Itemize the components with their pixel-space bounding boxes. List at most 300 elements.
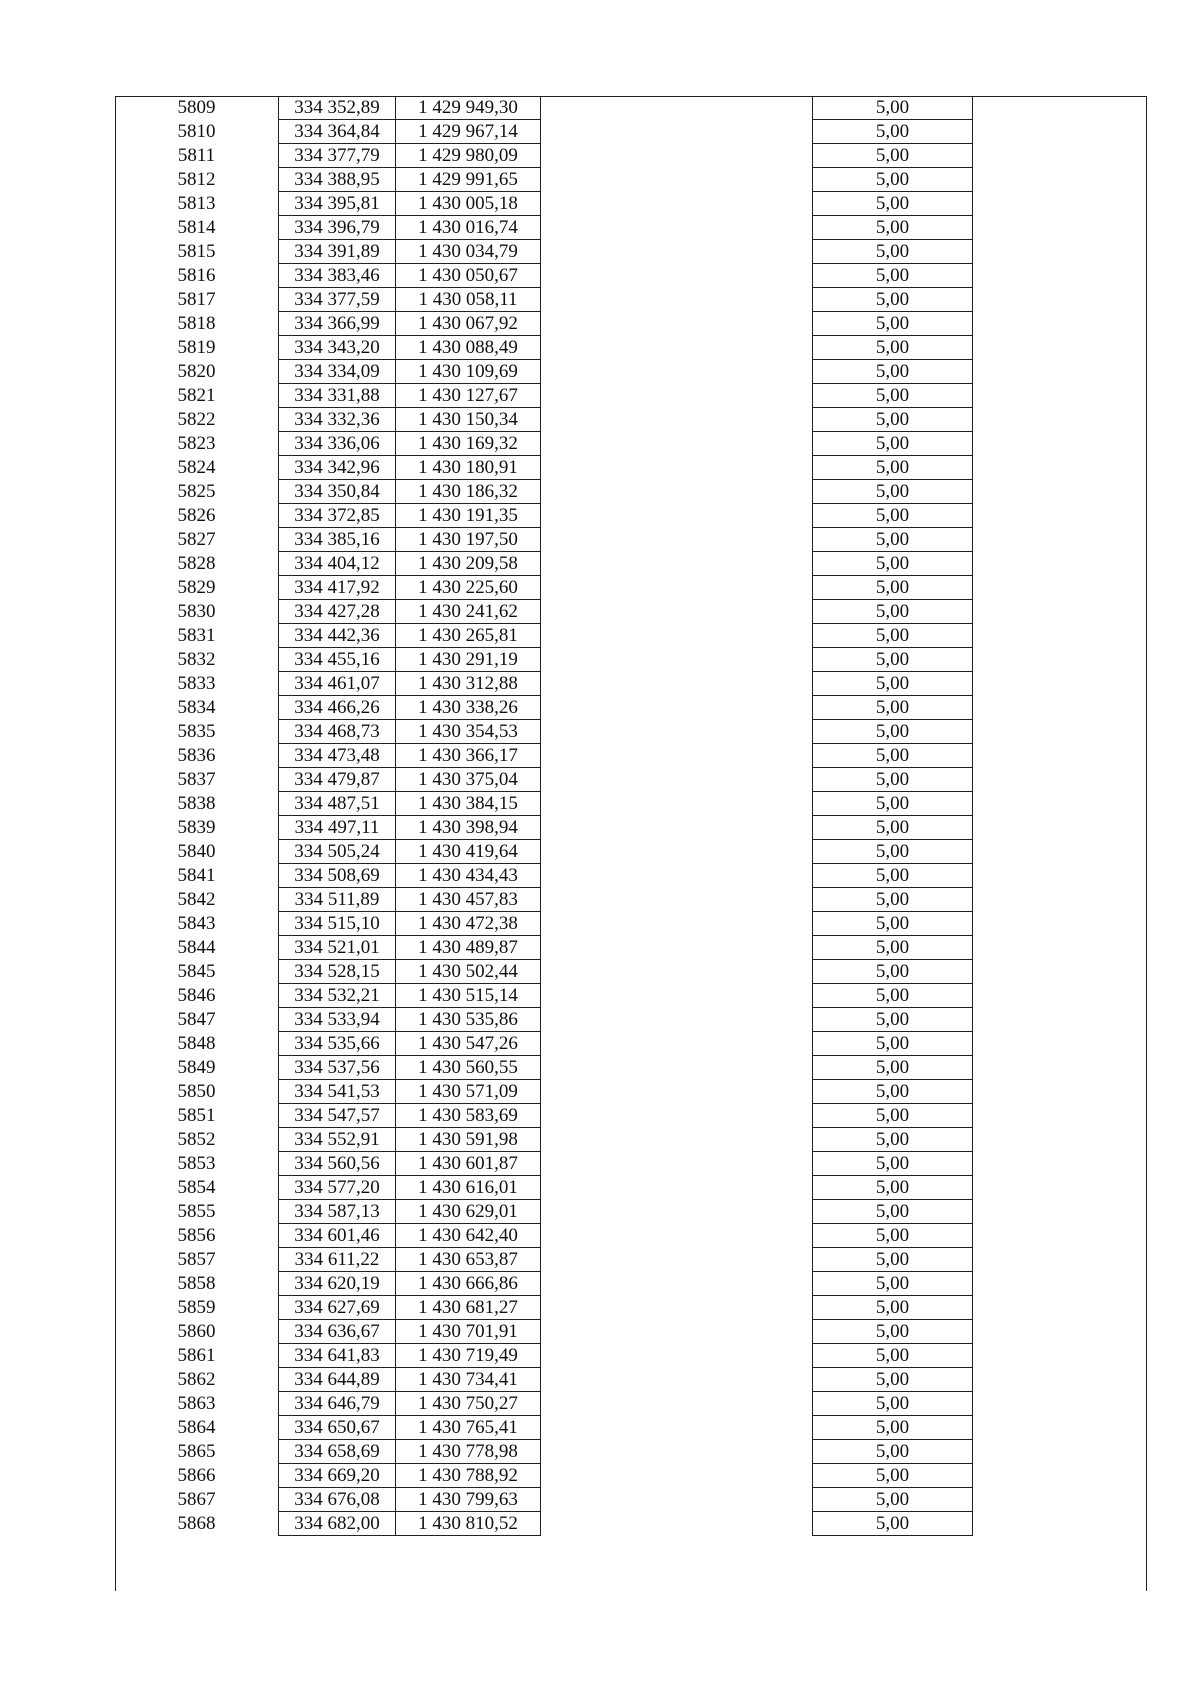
empty-cell: [541, 1128, 813, 1152]
distance-cell: 5,00: [813, 360, 973, 384]
table-row: [115, 936, 1152, 960]
empty-cell: [973, 744, 1153, 768]
distance-cell: 5,00: [813, 672, 973, 696]
y-coordinate-cell: 1 430 241,62: [396, 600, 541, 624]
empty-cell: [973, 240, 1153, 264]
table-row: [115, 1344, 1152, 1368]
distance-cell: 5,00: [813, 1512, 973, 1536]
distance-cell: 5,00: [813, 312, 973, 336]
x-coordinate-cell: 334 515,10: [279, 912, 396, 936]
distance-cell: 5,00: [813, 168, 973, 192]
x-coordinate-cell: 334 342,96: [279, 456, 396, 480]
y-coordinate-cell: 1 429 967,14: [396, 120, 541, 144]
point-number-cell: 5863: [177, 1393, 216, 1414]
empty-cell: [973, 1392, 1153, 1416]
empty-cell: [541, 144, 813, 168]
x-coordinate-cell: 334 644,89: [279, 1368, 396, 1392]
empty-cell: [541, 552, 813, 576]
point-number-cell: 5842: [177, 889, 216, 910]
table-row: [115, 888, 1152, 912]
empty-cell: [973, 696, 1153, 720]
y-coordinate-cell: 1 430 127,67: [396, 384, 541, 408]
table-row: [115, 1152, 1152, 1176]
distance-cell: 5,00: [813, 192, 973, 216]
x-coordinate-cell: 334 455,16: [279, 648, 396, 672]
x-coordinate-cell: 334 442,36: [279, 624, 396, 648]
y-coordinate-cell: 1 430 629,01: [396, 1200, 541, 1224]
empty-cell: [973, 672, 1153, 696]
y-coordinate-cell: 1 430 005,18: [396, 192, 541, 216]
y-coordinate-cell: 1 430 067,92: [396, 312, 541, 336]
point-number-cell: 5861: [177, 1345, 216, 1366]
distance-cell: 5,00: [813, 744, 973, 768]
distance-cell: 5,00: [813, 936, 973, 960]
empty-cell: [541, 1320, 813, 1344]
empty-cell: [973, 768, 1153, 792]
table-row: [115, 528, 1152, 552]
point-number-cell: 5839: [177, 817, 216, 838]
table-row: [115, 1368, 1152, 1392]
empty-cell: [541, 912, 813, 936]
y-coordinate-cell: 1 430 642,40: [396, 1224, 541, 1248]
point-number-cell: 5867: [177, 1489, 216, 1510]
point-number-cell: 5841: [177, 865, 216, 886]
y-coordinate-cell: 1 430 384,15: [396, 792, 541, 816]
empty-cell: [973, 96, 1153, 120]
y-coordinate-cell: 1 430 209,58: [396, 552, 541, 576]
y-coordinate-cell: 1 430 366,17: [396, 744, 541, 768]
table-row: [115, 120, 1152, 144]
x-coordinate-cell: 334 417,92: [279, 576, 396, 600]
y-coordinate-cell: 1 430 472,38: [396, 912, 541, 936]
table-row: [115, 1176, 1152, 1200]
distance-cell: 5,00: [813, 1272, 973, 1296]
empty-cell: [541, 1080, 813, 1104]
x-coordinate-cell: 334 541,53: [279, 1080, 396, 1104]
distance-cell: 5,00: [813, 840, 973, 864]
distance-cell: 5,00: [813, 456, 973, 480]
table-row: [115, 216, 1152, 240]
y-coordinate-cell: 1 430 799,63: [396, 1488, 541, 1512]
table-row: [115, 1104, 1152, 1128]
point-number-cell: 5817: [177, 289, 216, 310]
y-coordinate-cell: 1 430 778,98: [396, 1440, 541, 1464]
x-coordinate-cell: 334 533,94: [279, 1008, 396, 1032]
distance-cell: 5,00: [813, 1152, 973, 1176]
x-coordinate-cell: 334 676,08: [279, 1488, 396, 1512]
x-coordinate-cell: 334 587,13: [279, 1200, 396, 1224]
y-coordinate-cell: 1 430 788,92: [396, 1464, 541, 1488]
empty-cell: [541, 840, 813, 864]
point-number-cell: 5833: [177, 673, 216, 694]
empty-cell: [973, 984, 1153, 1008]
y-coordinate-cell: 1 430 058,11: [396, 288, 541, 312]
point-number-cell: 5823: [177, 433, 216, 454]
x-coordinate-cell: 334 487,51: [279, 792, 396, 816]
x-coordinate-cell: 334 611,22: [279, 1248, 396, 1272]
y-coordinate-cell: 1 430 810,52: [396, 1512, 541, 1536]
distance-cell: 5,00: [813, 504, 973, 528]
distance-cell: 5,00: [813, 1248, 973, 1272]
point-number-cell: 5834: [177, 697, 216, 718]
table-row: [115, 1320, 1152, 1344]
x-coordinate-cell: 334 427,28: [279, 600, 396, 624]
distance-cell: 5,00: [813, 288, 973, 312]
empty-cell: [973, 1488, 1153, 1512]
table-row: [115, 480, 1152, 504]
table-row: [115, 192, 1152, 216]
empty-cell: [973, 648, 1153, 672]
point-number-cell: 5853: [177, 1153, 216, 1174]
y-coordinate-cell: 1 430 180,91: [396, 456, 541, 480]
empty-cell: [973, 1344, 1153, 1368]
table-row: [115, 1200, 1152, 1224]
distance-cell: 5,00: [813, 1440, 973, 1464]
table-row: [115, 384, 1152, 408]
empty-cell: [973, 1368, 1153, 1392]
distance-cell: 5,00: [813, 1128, 973, 1152]
table-row: [115, 1416, 1152, 1440]
empty-cell: [973, 1272, 1153, 1296]
point-number-cell: 5831: [177, 625, 216, 646]
point-number-cell: 5860: [177, 1321, 216, 1342]
y-coordinate-cell: 1 430 583,69: [396, 1104, 541, 1128]
empty-cell: [541, 504, 813, 528]
x-coordinate-cell: 334 334,09: [279, 360, 396, 384]
empty-cell: [541, 168, 813, 192]
table-row: [115, 1008, 1152, 1032]
y-coordinate-cell: 1 430 338,26: [396, 696, 541, 720]
y-coordinate-cell: 1 430 734,41: [396, 1368, 541, 1392]
table-row: [115, 1248, 1152, 1272]
point-number-cell: 5864: [177, 1417, 216, 1438]
x-coordinate-cell: 334 505,24: [279, 840, 396, 864]
table-row: [115, 576, 1152, 600]
y-coordinate-cell: 1 430 502,44: [396, 960, 541, 984]
table-row: [115, 744, 1152, 768]
x-coordinate-cell: 334 650,67: [279, 1416, 396, 1440]
table-row: [115, 720, 1152, 744]
empty-cell: [541, 1272, 813, 1296]
point-number-cell: 5825: [177, 481, 216, 502]
point-number-cell: 5848: [177, 1033, 216, 1054]
point-number-cell: 5862: [177, 1369, 216, 1390]
empty-cell: [973, 192, 1153, 216]
empty-cell: [973, 720, 1153, 744]
y-coordinate-cell: 1 429 991,65: [396, 168, 541, 192]
x-coordinate-cell: 334 343,20: [279, 336, 396, 360]
table-row: [115, 960, 1152, 984]
x-coordinate-cell: 334 377,79: [279, 144, 396, 168]
empty-cell: [541, 768, 813, 792]
y-coordinate-cell: 1 430 034,79: [396, 240, 541, 264]
point-number-cell: 5858: [177, 1273, 216, 1294]
empty-cell: [541, 264, 813, 288]
y-coordinate-cell: 1 430 419,64: [396, 840, 541, 864]
empty-cell: [541, 816, 813, 840]
distance-cell: 5,00: [813, 984, 973, 1008]
table-row: [115, 1080, 1152, 1104]
point-number-cell: 5845: [177, 961, 216, 982]
y-coordinate-cell: 1 430 457,83: [396, 888, 541, 912]
y-coordinate-cell: 1 430 225,60: [396, 576, 541, 600]
y-coordinate-cell: 1 430 197,50: [396, 528, 541, 552]
table-row: [115, 648, 1152, 672]
x-coordinate-cell: 334 473,48: [279, 744, 396, 768]
y-coordinate-cell: 1 430 765,41: [396, 1416, 541, 1440]
empty-cell: [541, 864, 813, 888]
y-coordinate-cell: 1 430 591,98: [396, 1128, 541, 1152]
y-coordinate-cell: 1 430 750,27: [396, 1392, 541, 1416]
x-coordinate-cell: 334 331,88: [279, 384, 396, 408]
table-row: [115, 360, 1152, 384]
empty-cell: [973, 1224, 1153, 1248]
distance-cell: 5,00: [813, 1344, 973, 1368]
empty-cell: [973, 1464, 1153, 1488]
x-coordinate-cell: 334 682,00: [279, 1512, 396, 1536]
empty-cell: [541, 1104, 813, 1128]
x-coordinate-cell: 334 560,56: [279, 1152, 396, 1176]
distance-cell: 5,00: [813, 480, 973, 504]
empty-cell: [973, 504, 1153, 528]
table-row: [115, 264, 1152, 288]
x-coordinate-cell: 334 511,89: [279, 888, 396, 912]
table-body: [115, 96, 1152, 1536]
empty-cell: [973, 864, 1153, 888]
y-coordinate-cell: 1 430 653,87: [396, 1248, 541, 1272]
empty-cell: [541, 1296, 813, 1320]
empty-cell: [541, 1248, 813, 1272]
table-row: [115, 864, 1152, 888]
x-coordinate-cell: 334 385,16: [279, 528, 396, 552]
table-row: [115, 288, 1152, 312]
point-number-cell: 5821: [177, 385, 216, 406]
point-number-cell: 5837: [177, 769, 216, 790]
point-number-cell: 5818: [177, 313, 216, 334]
distance-cell: 5,00: [813, 624, 973, 648]
empty-cell: [973, 336, 1153, 360]
x-coordinate-cell: 334 620,19: [279, 1272, 396, 1296]
point-number-cell: 5868: [177, 1513, 216, 1534]
empty-cell: [541, 624, 813, 648]
distance-cell: 5,00: [813, 960, 973, 984]
point-number-cell: 5824: [177, 457, 216, 478]
point-number-cell: 5811: [177, 145, 216, 166]
empty-cell: [973, 360, 1153, 384]
distance-cell: 5,00: [813, 888, 973, 912]
distance-cell: 5,00: [813, 1296, 973, 1320]
x-coordinate-cell: 334 669,20: [279, 1464, 396, 1488]
empty-cell: [541, 1344, 813, 1368]
table-row: [115, 504, 1152, 528]
empty-cell: [541, 1488, 813, 1512]
x-coordinate-cell: 334 577,20: [279, 1176, 396, 1200]
coordinates-table: [115, 96, 1152, 1536]
point-number-cell: 5826: [177, 505, 216, 526]
empty-cell: [973, 264, 1153, 288]
x-coordinate-cell: 334 468,73: [279, 720, 396, 744]
y-coordinate-cell: 1 429 949,30: [396, 96, 541, 120]
y-coordinate-cell: 1 430 265,81: [396, 624, 541, 648]
table-row: [115, 312, 1152, 336]
point-number-cell: 5829: [177, 577, 216, 598]
empty-cell: [541, 960, 813, 984]
distance-cell: 5,00: [813, 120, 973, 144]
y-coordinate-cell: 1 430 560,55: [396, 1056, 541, 1080]
table-row: [115, 144, 1152, 168]
y-coordinate-cell: 1 430 535,86: [396, 1008, 541, 1032]
empty-cell: [973, 1056, 1153, 1080]
distance-cell: 5,00: [813, 528, 973, 552]
x-coordinate-cell: 334 528,15: [279, 960, 396, 984]
point-number-cell: 5846: [177, 985, 216, 1006]
table-row: [115, 408, 1152, 432]
empty-cell: [973, 816, 1153, 840]
x-coordinate-cell: 334 552,91: [279, 1128, 396, 1152]
point-number-cell: 5854: [177, 1177, 216, 1198]
table-row: [115, 456, 1152, 480]
y-coordinate-cell: 1 430 354,53: [396, 720, 541, 744]
x-coordinate-cell: 334 364,84: [279, 120, 396, 144]
empty-cell: [973, 432, 1153, 456]
table-row: [115, 1512, 1152, 1536]
empty-cell: [973, 1248, 1153, 1272]
empty-cell: [541, 240, 813, 264]
empty-cell: [541, 432, 813, 456]
x-coordinate-cell: 334 404,12: [279, 552, 396, 576]
distance-cell: 5,00: [813, 1224, 973, 1248]
point-number-cell: 5850: [177, 1081, 216, 1102]
empty-cell: [973, 1080, 1153, 1104]
x-coordinate-cell: 334 508,69: [279, 864, 396, 888]
empty-cell: [973, 312, 1153, 336]
y-coordinate-cell: 1 430 186,32: [396, 480, 541, 504]
distance-cell: 5,00: [813, 864, 973, 888]
distance-cell: 5,00: [813, 96, 973, 120]
x-coordinate-cell: 334 388,95: [279, 168, 396, 192]
empty-cell: [973, 960, 1153, 984]
table-row: [115, 168, 1152, 192]
empty-cell: [541, 120, 813, 144]
x-coordinate-cell: 334 383,46: [279, 264, 396, 288]
empty-cell: [541, 1056, 813, 1080]
point-number-cell: 5849: [177, 1057, 216, 1078]
y-coordinate-cell: 1 430 312,88: [396, 672, 541, 696]
empty-cell: [541, 528, 813, 552]
table-row: [115, 96, 1152, 120]
empty-cell: [541, 1464, 813, 1488]
table-row: [115, 1440, 1152, 1464]
x-coordinate-cell: 334 532,21: [279, 984, 396, 1008]
empty-cell: [973, 120, 1153, 144]
x-coordinate-cell: 334 395,81: [279, 192, 396, 216]
empty-cell: [973, 408, 1153, 432]
x-coordinate-cell: 334 547,57: [279, 1104, 396, 1128]
distance-cell: 5,00: [813, 432, 973, 456]
empty-cell: [541, 384, 813, 408]
table-row: [115, 432, 1152, 456]
empty-cell: [541, 456, 813, 480]
distance-cell: 5,00: [813, 1320, 973, 1344]
point-number-cell: 5857: [177, 1249, 216, 1270]
y-coordinate-cell: 1 430 719,49: [396, 1344, 541, 1368]
empty-cell: [973, 1128, 1153, 1152]
empty-cell: [541, 648, 813, 672]
table-row: [115, 1128, 1152, 1152]
x-coordinate-cell: 334 377,59: [279, 288, 396, 312]
table-row: [115, 1296, 1152, 1320]
empty-cell: [973, 1416, 1153, 1440]
y-coordinate-cell: 1 430 191,35: [396, 504, 541, 528]
x-coordinate-cell: 334 366,99: [279, 312, 396, 336]
empty-cell: [973, 1176, 1153, 1200]
empty-cell: [973, 1008, 1153, 1032]
empty-cell: [973, 384, 1153, 408]
distance-cell: 5,00: [813, 816, 973, 840]
empty-cell: [541, 216, 813, 240]
point-number-cell: 5815: [177, 241, 216, 262]
x-coordinate-cell: 334 646,79: [279, 1392, 396, 1416]
x-coordinate-cell: 334 636,67: [279, 1320, 396, 1344]
empty-cell: [973, 456, 1153, 480]
empty-cell: [541, 600, 813, 624]
y-coordinate-cell: 1 430 434,43: [396, 864, 541, 888]
empty-cell: [541, 336, 813, 360]
point-number-cell: 5856: [177, 1225, 216, 1246]
empty-cell: [973, 792, 1153, 816]
empty-cell: [541, 1512, 813, 1536]
empty-cell: [973, 888, 1153, 912]
y-coordinate-cell: 1 430 050,67: [396, 264, 541, 288]
x-coordinate-cell: 334 601,46: [279, 1224, 396, 1248]
point-number-cell: 5809: [177, 97, 216, 119]
empty-cell: [541, 1440, 813, 1464]
point-number-cell: 5836: [177, 745, 216, 766]
empty-cell: [973, 936, 1153, 960]
empty-cell: [973, 144, 1153, 168]
empty-cell: [541, 192, 813, 216]
distance-cell: 5,00: [813, 1032, 973, 1056]
empty-cell: [973, 624, 1153, 648]
point-number-cell: 5865: [177, 1441, 216, 1462]
empty-cell: [973, 576, 1153, 600]
table-row: [115, 240, 1152, 264]
distance-cell: 5,00: [813, 912, 973, 936]
x-coordinate-cell: 334 372,85: [279, 504, 396, 528]
x-coordinate-cell: 334 537,56: [279, 1056, 396, 1080]
y-coordinate-cell: 1 430 681,27: [396, 1296, 541, 1320]
distance-cell: 5,00: [813, 1104, 973, 1128]
distance-cell: 5,00: [813, 336, 973, 360]
y-coordinate-cell: 1 430 291,19: [396, 648, 541, 672]
x-coordinate-cell: 334 332,36: [279, 408, 396, 432]
point-number-cell: 5813: [177, 193, 216, 214]
empty-cell: [541, 576, 813, 600]
empty-cell: [973, 480, 1153, 504]
distance-cell: 5,00: [813, 696, 973, 720]
table-row: [115, 984, 1152, 1008]
distance-cell: 5,00: [813, 576, 973, 600]
empty-cell: [541, 1032, 813, 1056]
empty-cell: [541, 1416, 813, 1440]
distance-cell: 5,00: [813, 240, 973, 264]
x-coordinate-cell: 334 466,26: [279, 696, 396, 720]
point-number-cell: 5827: [177, 529, 216, 550]
point-number-cell: 5830: [177, 601, 216, 622]
distance-cell: 5,00: [813, 1368, 973, 1392]
distance-cell: 5,00: [813, 768, 973, 792]
point-number-cell: 5840: [177, 841, 216, 862]
